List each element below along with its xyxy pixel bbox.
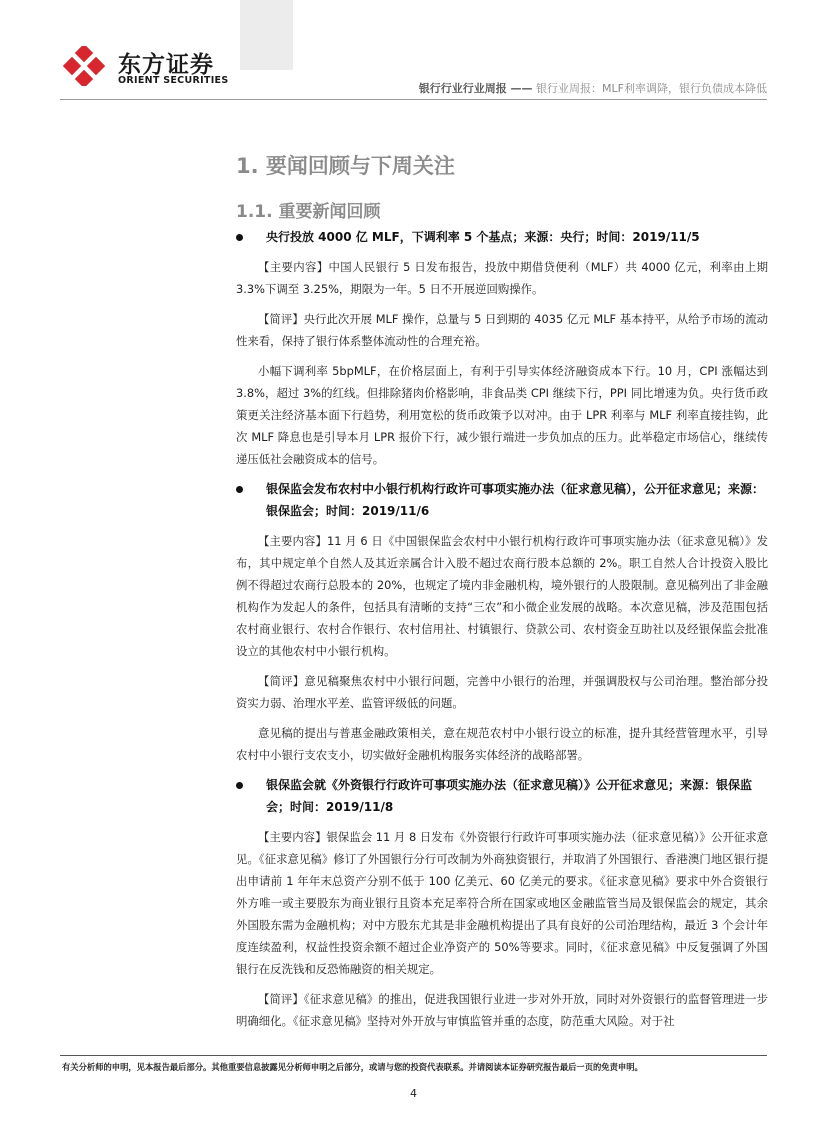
- news-paragraph: 【简评】意见稿聚焦农村中小银行问题，完善中小银行的治理，并强调股权与公司治理。整治部分投资实力弱、治理水平差、监管评级低的问题。: [236, 674, 768, 710]
- news-title-text: 银保监会就《外资银行行政许可事项实施办法（征求意见稿）》公开征求意见；来源：银保监会；时间：2019/11/8: [266, 778, 753, 814]
- logo-chinese-name: 东方证券: [118, 52, 214, 78]
- header-divider: [60, 99, 767, 100]
- news-paragraph: 意见稿的提出与普惠金融政策相关，意在规范农村中小银行设立的标准，提升其经营管理水平，引导农村中小银行支农支小，切实做好金融机构服务实体经济的战略部署。: [236, 726, 768, 762]
- news-item-title: [236, 774, 768, 818]
- bullet-icon: [236, 782, 243, 789]
- report-header-title: [419, 80, 767, 96]
- header-title-right: 银行业周报：MLF利率调降，银行负债成本降低: [532, 82, 767, 95]
- news-paragraph: 【主要内容】银保监会 11 月 8 日发布《外资银行行政许可事项实施办法（征求意见稿）》公开征求意见。《征求意见稿》修订了外国银行分行可改制为外商独资银行，并取消了外国银行、香港澳门地区银行提出申请前 1 年年末总资产分别不低于 100 亿美元、60 亿美元的要求。《征求意见稿》要求中外合资银行外方唯一或主要股东为商业银行且资本充足率符合所在国家或地区金融监管当局及银保监会的规定，其余外国股东需为金融机构；对中方股东尤其是非金融机构提出了具有良好的公司治理结构，最近 3 个会计年度连续盈利，权益性投资余额不超过企业净资产的 50%等要求。同时，《征求意见稿》中反复强调了外国银行在反洗钱和反恐怖融资的相关规定。: [236, 830, 768, 976]
- news-paragraph: 【主要内容】11 月 6 日《中国银保监会农村中小银行机构行政许可事项实施办法（征求意见稿）》发布，其中规定单个自然人及其近亲属合计入股不超过农商行股本总额的 2%。职工自然人合计投资入股比例不得超过农商行总股本的 20%，也规定了境内非金融机构，境外银行的人股限制。意见稿列出了非金融机构作为发起人的条件，包括具有清晰的支持“三农”和小微企业发展的战略。本次意见稿，涉及范围包括农村商业银行、农村合作银行、农村信用社、村镇银行、贷款公司、农村资金互助社以及经银保监会批准设立的其他农村中小银行机构。: [236, 534, 768, 658]
- news-paragraph: 【主要内容】中国人民银行 5 日发布报告，投放中期借贷便利（MLF）共 4000 亿元，利率由上期 3.3%下调至 3.25%，期限为一年。5 日不开展逆回购操作。: [236, 260, 768, 296]
- page-number: 4: [410, 1087, 417, 1100]
- logo-english-name: ORIENT SECURITIES: [118, 75, 229, 86]
- subsection-heading: 1.1. 重要新闻回顾: [236, 202, 381, 222]
- orient-logo-icon: [62, 46, 106, 86]
- news-title-text: 央行投放 4000 亿 MLF，下调利率 5 个基点；来源：央行；时间：2019/11/5: [266, 230, 700, 244]
- section-heading: 1. 要闻回顾与下周关注: [236, 154, 455, 178]
- footer-divider: [60, 1055, 767, 1056]
- news-paragraph: 【简评】《征求意见稿》的推出，促进我国银行业进一步对外开放，同时对外资银行的监督管理进一步明确细化。《征求意见稿》坚持对外开放与审慎监管并重的态度，防范重大风险。对于社: [236, 992, 768, 1028]
- news-paragraph: 【简评】央行此次开展 MLF 操作，总量与 5 日到期的 4035 亿元 MLF 基本持平，从给予市场的流动性来看，保持了银行体系整体流动性的合理充裕。: [236, 312, 768, 348]
- bullet-icon: [236, 486, 243, 493]
- news-title-text: 银保监会发布农村中小银行机构行政许可事项实施办法（征求意见稿），公开征求意见；来源：银保监会；时间：2019/11/6: [266, 482, 765, 518]
- news-paragraph: 小幅下调利率 5bpMLF，在价格层面上，有利于引导实体经济融资成本下行。10 月，CPI 涨幅达到 3.8%，超过 3%的红线。但排除猪肉价格影响，非食品类 CPI 继续下行，PPI 同比增速为负。央行货币政策更关注经济基本面下行趋势，利用宽松的货币政策予以对冲。由于 LPR 利率与 MLF 利率直接挂钩，此次 MLF 降息也是引导本月 LPR 报价下行，减少银行端进一步负加点的压力。此举稳定市场信心，继续传递压低社会融资成本的信号。: [236, 364, 768, 466]
- footer-disclaimer: 有关分析师的申明，见本报告最后部分。其他重要信息披露见分析师申明之后部分，或请与您的投资代表联系。并请阅读本证券研究报告最后一页的免责申明。: [62, 1062, 643, 1072]
- news-item-title: [236, 478, 768, 522]
- news-item-title: [236, 226, 768, 248]
- company-logo: [62, 44, 262, 90]
- news-content: [236, 226, 768, 1040]
- bullet-icon: [236, 234, 243, 241]
- header-title-left: 银行行业行业周报 ——: [418, 82, 533, 95]
